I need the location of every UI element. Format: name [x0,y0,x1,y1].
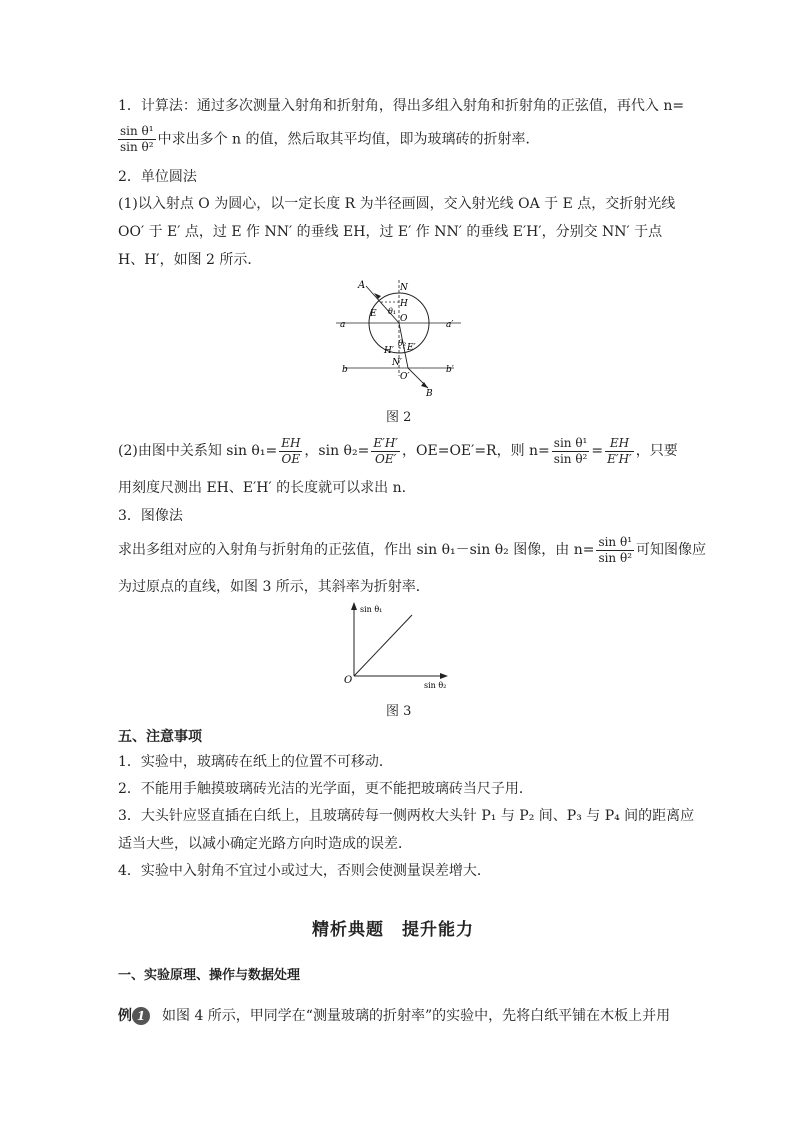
frac-denominator: sin θ² [120,140,154,154]
figure-3-graph [340,600,460,695]
fig2-label-H-prime: H′ [384,346,394,356]
fig2-label-O: O [400,314,408,324]
example-number-badge: 1 [132,1007,150,1025]
method3-line1 [118,530,706,570]
figure-2-caption: 图 2 [386,410,412,425]
p2-mid1: ，sin θ₂= [304,443,370,459]
frac-numerator: sin θ¹ [120,124,154,138]
method2-p1-line2: OO′ 于 E′ 点，过 E 作 NN′ 的垂线 EH，过 E′ 作 NN′ 的垂线 E′H′，分别交 NN′ 于点 [118,224,663,240]
notes-item-3b: 适当大些，以减小确定光路方向时造成的误差． [118,836,412,852]
method2-p2-line2: 用刻度尺测出 EH、E′H′ 的长度就可以求出 n. [118,480,407,496]
method1-fraction [118,124,156,155]
notes-item-1: 1．实验中，玻璃砖在纸上的位置不可移动． [118,754,393,770]
frac-num: sin θ¹ [598,534,633,549]
method1-line2: 中求出多个 n 的值，然后取其平均值，即为玻璃砖的折射率． [157,131,540,148]
m3-prefix: 求出多组对应的入射角与折射角的正弦值，作出 sin θ₁－sin θ₂ 图像，由 n= [118,542,595,558]
fig2-label-O-prime: O′ [400,372,410,382]
p2-suffix: ，只要 [635,443,678,459]
method2-p2-line1 [118,431,678,471]
fig2-label-N: N [400,283,408,293]
frac-num: EH [605,436,634,452]
frac-num: sin θ¹ [553,435,588,450]
fig2-label-E: E [370,309,377,319]
fig2-label-A: A [358,280,366,291]
example-text: 如图 4 所示，甲同学在“测量玻璃的折射率”的实验中，先将白纸平铺在木板上并用 [162,1008,671,1024]
fig2-label-a-prime: a′ [446,320,454,330]
method3-fraction [596,535,634,566]
p2-eq: = [591,443,604,459]
section-heading: 精析典题 提升能力 [312,920,474,940]
figure-2-diagram [336,278,466,398]
p2-mid2: ，OE=OE′=R，则 n= [402,443,550,459]
p2-prefix: (2)由图中关系知 sin θ₁= [118,443,278,459]
frac-eh-oe [279,436,302,467]
fig2-label-theta2: θ₂ [398,339,407,348]
example-label: 例 [118,1008,132,1024]
frac-ehp-oep [371,436,400,467]
fig3-origin: O [344,675,353,686]
fig2-label-N-prime: N′ [392,358,402,368]
method3-title: 3．图像法 [118,508,183,524]
frac-eh-ehp [605,436,634,467]
method2-p1-line1: (1)以入射点 O 为圆心，以一定长度 R 为半径画圆，交入射光线 OA 于 E 点，交折射光线 [118,196,676,212]
section-subheading: 一、实验原理、操作与数据处理 [118,968,301,983]
frac-den: OE [281,451,301,466]
method1-line1: 1．计算法：通过多次测量入射角和折射角，得出多组入射角和折射角的正弦值，再代入 n= [118,98,685,114]
fig2-label-H: H [400,299,408,309]
m3-suffix: 可知图像应 [636,542,707,558]
fig2-label-theta1: θ₁ [388,307,397,316]
method2-title: 2．单位圆法 [118,169,197,185]
fig2-label-E-prime: E′ [407,343,416,353]
notes-title: 五、注意事项 [118,729,202,745]
fig2-label-B: B [426,389,433,398]
frac-den: sin θ² [553,451,588,466]
figure-3-caption: 图 3 [386,704,412,719]
notes-item-3: 3．大头针应竖直插在白纸上，且玻璃砖每一侧两枚大头针 P₁ 与 P₂ 间、P₃ 与 P₄ 间的距离应 [118,808,695,824]
frac-num: E′H′ [373,435,399,450]
frac-den: OE′ [375,451,397,466]
method3-line2: 为过原点的直线，如图 3 所示，其斜率为折射率． [118,579,430,595]
fig2-label-b: b [342,365,348,375]
frac-num: EH [281,435,301,450]
frac-den: sin θ² [598,550,633,565]
example-1 [118,1006,670,1026]
notes-item-2: 2．不能用手触摸玻璃砖光洁的光学面，更不能把玻璃砖当尺子用． [118,781,533,797]
fig3-y-label: sin θ₁ [360,605,383,614]
method2-p1-line3: H、H′，如图 2 所示． [118,252,262,268]
frac-sin [552,436,590,467]
fig3-x-label: sin θ₂ [424,681,447,690]
fig2-label-b-prime: b′ [446,365,454,375]
fig2-label-a: a [340,320,346,330]
frac-den: E′H′ [607,451,632,466]
method1-line2-wrap [116,124,540,155]
notes-item-4: 4．实验中入射角不宜过小或过大，否则会使测量误差增大． [118,863,491,879]
